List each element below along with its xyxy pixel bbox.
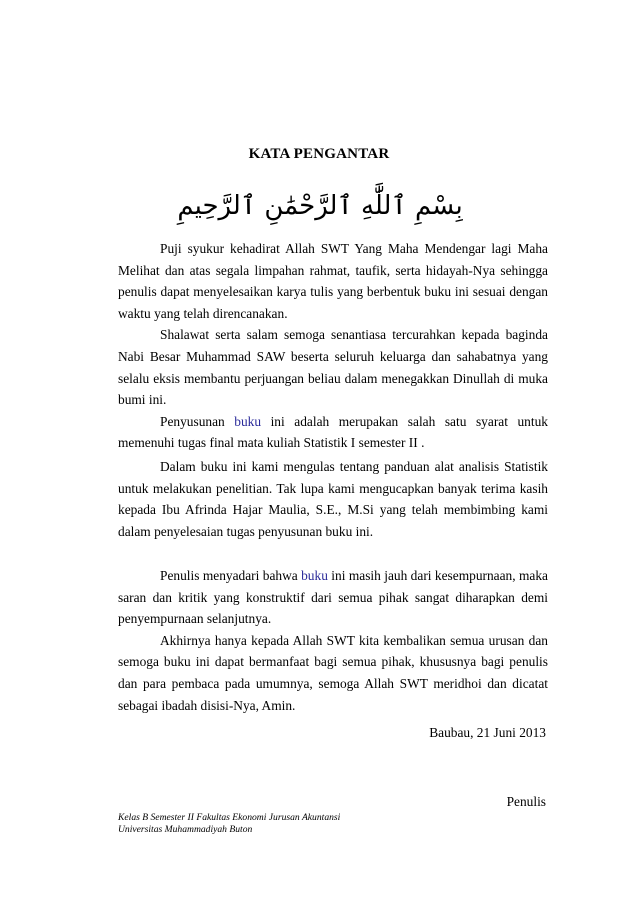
buku-link[interactable]: buku bbox=[301, 568, 328, 583]
basmalah-calligraphy bbox=[177, 180, 463, 226]
footer-line-1: Kelas B Semester II Fakultas Ekonomi Jurusan Akuntansi bbox=[118, 812, 341, 823]
page-footer bbox=[118, 812, 340, 836]
svg-text:بِسْمِ ٱللَّٰهِ ٱلرَّحْمَٰنِ ٱ: بِسْمِ ٱللَّٰهِ ٱلرَّحْمَٰنِ ٱلرَّحِيمِ bbox=[177, 191, 463, 221]
place-date: Baubau, 21 Juni 2013 bbox=[429, 725, 546, 740]
body-block-2 bbox=[118, 456, 548, 542]
paragraph-closing: Akhirnya hanya kepada Allah SWT kita kembalikan semua urusan dan semoga buku ini dapat bermanfaat bagi semua pihak, khususnya bagi penulis dan para pembaca pada umumnya, semoga Allah SWT meridhoi dan dicatat sebagai ibadah disisi-Nya, Amin. bbox=[118, 632, 548, 713]
footer-line-2: Universitas Muhammadiyah Buton bbox=[118, 824, 253, 835]
body-block-3 bbox=[118, 565, 548, 716]
paragraph-intro: Puji syukur kehadirat Allah SWT Yang Maha Mendengar lagi Maha Melihat dan atas segala limpahan rahmat, taufik, serta hidayah-Nya sehingga penulis dapat menyelesaikan karya tulis yang berbentuk buku ini sesuai dengan waktu yang telah direncanakan. bbox=[118, 241, 548, 321]
paragraph-imperfection: Penulis menyadari bahwa buku ini masih jauh dari kesempurnaan, maka saran dan kritik yang konstruktif dari semua pihak sangat diharapkan demi penyempurnaan selanjutnya. bbox=[118, 568, 548, 627]
paragraph-content: Dalam buku ini kami mengulas tentang panduan alat analisis Statistik untuk melakukan penelitian. Tak lupa kami mengucapkan banyak terima kasih kepada Ibu Afrinda Hajar Maulia, S.E., M.Si yang telah membimbing kami dalam penyelesaian tugas penyusunan buku ini. bbox=[118, 459, 548, 539]
buku-link[interactable]: buku bbox=[234, 413, 262, 429]
paragraph-shalawat: Shalawat serta salam semoga senantiasa tercurahkan kepada baginda Nabi Besar Muhammad SAW beserta seluruh keluarga dan sahabatnya yang selalu eksis membantu perjuangan beliau dalam menegakkan Dinullah di muka bumi ini. bbox=[118, 327, 548, 408]
page-title: KATA PENGANTAR bbox=[248, 146, 390, 162]
author-signature: Penulis bbox=[506, 794, 546, 809]
body-block-1 bbox=[118, 238, 548, 454]
paragraph-purpose: Penyusunan buku ini adalah merupakan salah satu syarat untuk memenuhi tugas final mata kuliah Statistik I semester II . bbox=[118, 413, 548, 451]
